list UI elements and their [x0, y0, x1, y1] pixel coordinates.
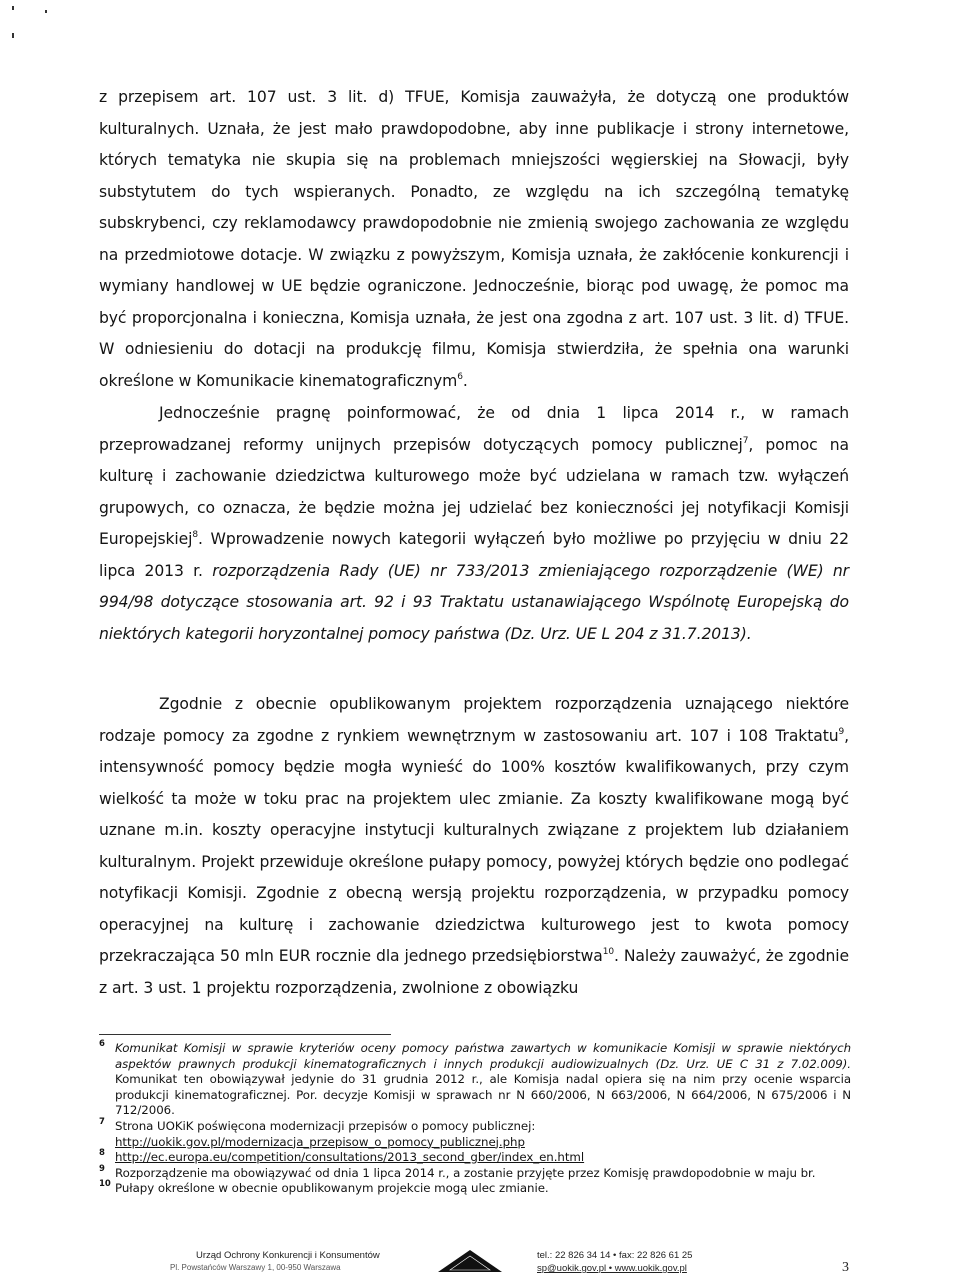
footer-contact-phone: tel.: 22 826 34 14 • fax: 22 826 61 25 [537, 1250, 693, 1261]
regulation-citation: rozporządzenia Rady (UE) nr 733/2013 zmieniającego rozporządzenie (WE) nr 994/98 dotyczące stosowania art. 92 i 93 Traktatu ustanawiającego Wspólnotę Europejską do niektórych kategorii horyzontalnej pomocy państwa (Dz. Urz. UE L 204 z 31.7.2013). [99, 561, 849, 643]
page-number: 3 [842, 1260, 849, 1275]
paragraph-text: . Należy zauważyć, że zgodnie z art. 3 ust. 1 projektu rozporządzenia, zwolnione z obowiązku [99, 947, 849, 997]
footnote-ref[interactable]: 10 [602, 947, 614, 957]
uokik-logo-icon [438, 1250, 502, 1272]
footnote-citation: Komunikat Komisji w sprawie kryteriów oceny pomocy państwa zawartych w komunikacie Komisji w sprawie niektórych aspektów prawnych produkcji kinematograficznych i innych produkcji audiowizualnych (Dz. Urz. UE C 31 z 7.02.009). [115, 1041, 851, 1071]
footnote-8 [99, 1150, 851, 1166]
paragraph-text: Zgodnie z obecnie opublikowanym projektem rozporządzenia uznającego niektóre rodzaje pomocy za zgodne z rynkiem wewnętrznym w zastosowaniu art. 107 i 108 Traktatu [99, 695, 849, 745]
paragraph-draft-regulation [99, 689, 849, 1004]
footnote-number: 7 [99, 1116, 105, 1127]
footnote-text: Rozporządzenie ma obowiązywać od dnia 1 lipca 2014 r., a zostanie przyjęte przez Komisję prawdopodobnie w maju br. [115, 1165, 816, 1180]
paragraph-text: . Wprowadzenie nowych kategorii wyłączeń było możliwe po przyjęciu w dniu 22 lipca 2013 r. [99, 530, 849, 580]
footnote-link[interactable]: http://ec.europa.eu/competition/consultations/2013_second_gber/index_en.html [115, 1150, 585, 1165]
footnote-ref[interactable]: 8 [192, 530, 199, 540]
footnote-text: Strona UOKiK poświęcona modernizacji przepisów o pomocy publicznej: [115, 1118, 536, 1133]
footnote-number: 10 [99, 1179, 111, 1190]
footnote-separator [99, 1034, 391, 1035]
footer-address: Pl. Powstańców Warszawy 1, 00-950 Warszawa [170, 1263, 341, 1272]
footnote-text: Komunikat ten obowiązywał jedynie do 31 grudnia 2012 r., ale Komisja nadal opiera się na nim przy ocenie wsparcia produkcji kinematograficznej. Por. decyzje Komisji w sprawach nr N 660/2006, N 663/2006, N 664/2006, N 675/2006 i N 712/2006. [115, 1072, 851, 1118]
footnote-6 [99, 1041, 851, 1119]
paragraph-commission-assessment [99, 82, 849, 397]
footer-org-name: Urząd Ochrony Konkurencji i Konsumentów [196, 1250, 380, 1261]
paragraph-gber-reform [99, 398, 849, 650]
footnotes [99, 1041, 851, 1197]
footnote-7 [99, 1116, 851, 1150]
footnote-link[interactable]: http://uokik.gov.pl/modernizacja_przepisow_o_pomocy_publicznej.php [115, 1134, 525, 1149]
footnote-number: 9 [99, 1163, 105, 1174]
footnote-text: Pułapy określone w obecnie opublikowanym projekcie mogą ulec zmianie. [115, 1181, 549, 1196]
paragraph-text: Jednocześnie pragnę poinformować, że od dnia 1 lipca 2014 r., w ramach przeprowadzanej reformy unijnych przepisów dotyczących pomocy publicznej [99, 404, 849, 454]
footnote-9 [99, 1163, 851, 1182]
footnote-number: 8 [99, 1148, 105, 1159]
paragraph-text: , intensywność pomocy będzie mogła wynieść do 100% kosztów kwalifikowanych, przy czym wielkość ta może w toku prac na projektem ulec zmianie. Za koszty kwalifikowane mogą być uznane m.in. koszty operacyjne instytucji kulturalnych związane z projektem lub działaniem kulturalnym. Projekt przewiduje określone pułapy pomocy, powyżej których będzie ono podlegać notyfikacji Komisji. Zgodnie z obecną wersją projektu rozporządzenia, w przypadku pomocy operacyjnej na kulturę i zachowanie dziedzictwa kulturowego jest to kwota pomocy przekraczająca 50 mln EUR rocznie dla jednego przedsiębiorstwa [99, 726, 849, 965]
footnote-10 [99, 1181, 851, 1197]
page-footer [0, 1250, 960, 1276]
footnote-ref[interactable]: 9 [838, 726, 845, 737]
scan-artifact [45, 10, 47, 13]
footnote-number: 6 [99, 1039, 105, 1049]
paragraph-text: z przepisem art. 107 ust. 3 lit. d) TFUE, Komisja zauważyła, że dotyczą one produktów kulturalnych. Uznała, że jest mało prawdopodobne, aby inne publikacje i strony internetowe, których tematyka nie skupia się na problemach mniejszości węgierskiej na Słowacji, były substytutem do tych wspieranych. Ponadto, ze względu na ich szczególną tematykę subskrybenci, czy reklamodawcy prawdopodobnie nie zmienią swojego zachowania ze względu na przedmiotowe dotacje. W związku z powyższym, Komisja uznała, że zakłócenie konkurencji i wymiany handlowej w UE będzie ograniczone. Jednocześnie, biorąc pod uwagę, że pomoc ma być proporcjonalna i konieczna, Komisja uznała, że jest ona zgodna z art. 107 ust. 3 lit. d) TFUE. W odniesieniu do dotacji na produkcję filmu, Komisja stwierdziła, że spełnia ona warunki określone w Komunikacie kinematograficznym [99, 88, 849, 390]
scan-artifact [12, 33, 14, 38]
paragraph-text: , pomoc na kulturę i zachowanie dziedzictwa kulturowego może być udzielana w ramach tzw. wyłączeń grupowych, co oznacza, że będzie można jej udzielać bez konieczności jej notyfikacji Komisji Europejskiej [99, 435, 849, 548]
footnote-ref[interactable]: 6 [457, 371, 463, 382]
scan-artifact [12, 6, 14, 10]
paragraph-text: . [462, 371, 468, 390]
footer-contact-web[interactable]: sp@uokik.gov.pl • www.uokik.gov.pl [537, 1263, 687, 1274]
footnote-ref[interactable]: 7 [742, 435, 749, 446]
